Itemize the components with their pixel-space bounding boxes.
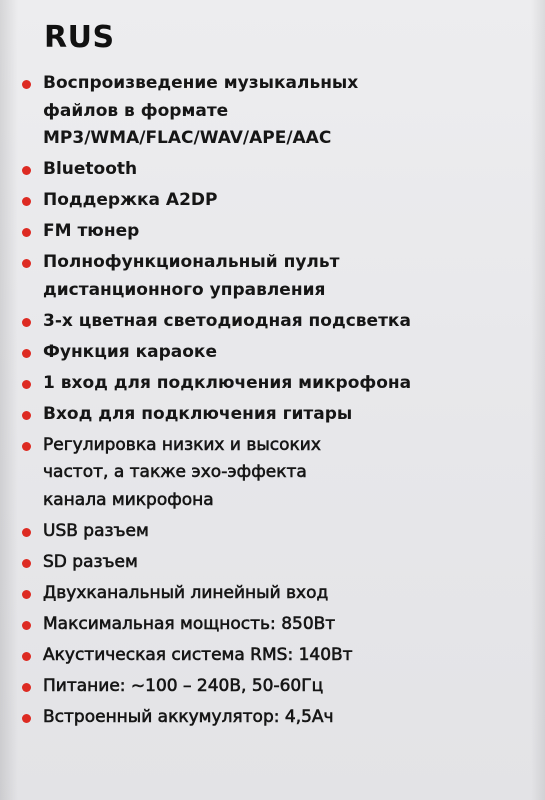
red-bullet-icon [22,197,31,206]
feature-item [22,580,532,608]
feature-text [43,156,137,184]
feature-item [22,704,532,732]
feature-line: USB разъем [43,520,149,541]
red-bullet-icon [22,166,31,175]
red-bullet-icon [22,621,31,630]
red-bullet-icon [22,714,31,723]
feature-item [22,432,532,515]
feature-line: Воспроизведение музыкальных [43,73,359,93]
right-edge-shadow [531,0,545,800]
feature-item [22,611,532,639]
red-bullet-icon [22,228,31,237]
feature-item [22,370,532,398]
feature-text [43,339,217,367]
red-bullet-icon [22,411,31,420]
feature-line: частот, а также эхо-эффекта [43,462,307,482]
feature-line: дистанционного управления [43,279,326,300]
red-bullet-icon [22,683,31,692]
feature-line: Полнофункциональный пульт [43,252,340,272]
feature-text [43,401,352,429]
feature-line: Регулировка низких и высоких [43,434,321,455]
feature-line: Функция караоке [43,341,217,362]
feature-text [43,432,321,515]
feature-line: Bluetooth [43,159,138,179]
left-edge-shadow [0,0,18,800]
feature-item [22,70,532,153]
feature-line: FM тюнер [43,221,140,241]
feature-line: 3-х цветная светодиодная подсветка [43,310,411,331]
feature-text [43,70,358,153]
red-bullet-icon [22,442,31,451]
feature-item [22,308,532,336]
feature-text [43,642,353,670]
feature-line: MP3/WMA/FLAC/WAV/APE/AAC [43,128,332,148]
feature-item [22,156,532,184]
feature-text [43,370,411,398]
feature-line: Встроенный аккумулятор: 4,5Ач [43,706,334,727]
feature-item [22,249,532,304]
feature-text [43,673,323,701]
feature-item [22,642,532,670]
feature-item [22,339,532,367]
red-bullet-icon [22,590,31,599]
feature-line: 1 вход для подключения микрофона [43,372,412,393]
feature-text [43,704,334,732]
language-label: RUS [44,20,115,55]
feature-item [22,673,532,701]
feature-text [43,611,335,639]
feature-list [22,70,532,735]
red-bullet-icon [22,349,31,358]
feature-line: Поддержка A2DP [43,190,218,210]
red-bullet-icon [22,318,31,327]
red-bullet-icon [22,652,31,661]
red-bullet-icon [22,80,31,89]
feature-line: Питание: ~100 – 240В, 50-60Гц [43,675,324,696]
feature-text [43,308,411,336]
red-bullet-icon [22,559,31,568]
feature-item [22,218,532,246]
feature-item [22,187,532,215]
feature-text [43,218,139,246]
feature-item [22,518,532,546]
feature-line: канала микрофона [43,489,214,510]
feature-line: Вход для подключения гитары [43,403,353,424]
feature-item [22,401,532,429]
feature-line: файлов в формате [43,100,229,121]
feature-text [43,518,149,546]
red-bullet-icon [22,380,31,389]
feature-item [22,549,532,577]
feature-line: SD разъем [43,551,138,572]
feature-text [43,249,339,304]
feature-text [43,187,217,215]
feature-line: Максимальная мощность: 850Вт [43,613,336,634]
red-bullet-icon [22,259,31,268]
feature-text [43,580,328,608]
red-bullet-icon [22,528,31,537]
feature-line: Двухканальный линейный вход [43,582,329,603]
feature-text [43,549,138,577]
feature-line: Акустическая система RMS: 140Вт [43,644,353,665]
